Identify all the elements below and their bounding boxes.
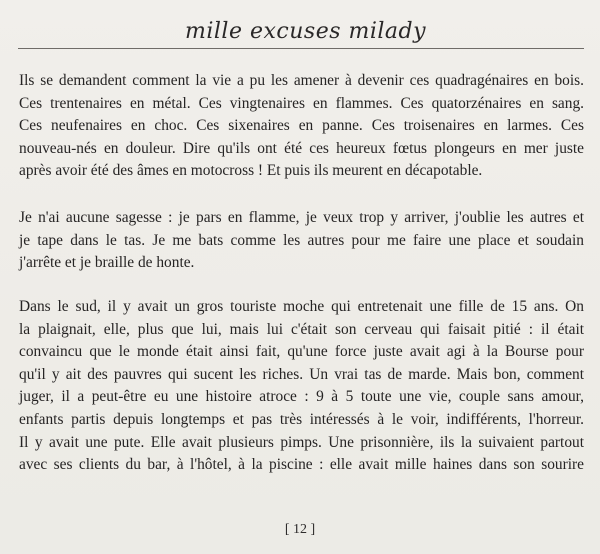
page-number: [ 12 ] xyxy=(284,522,316,537)
text-line: qu'il y ait des pauvres qui sucent les riches. Un vrai tas de marde. Mais bon, comment xyxy=(19,365,584,383)
header-rule xyxy=(18,48,584,49)
text-line: Il y avait une pute. Elle avait plusieurs pimps. Une prisonnière, ils la suivaient partout xyxy=(19,433,584,451)
text-line: la plaignait, elle, plus que lui, mais lui c'était son cerveau qui faisait pitié : il était xyxy=(19,320,584,338)
running-header-title: mille excuses milady xyxy=(185,19,427,44)
text-line: Je n'ai aucune sagesse : je pars en flamme, je veux trop y arriver, j'oublie les autres et xyxy=(19,209,584,226)
text-line: Dans le sud, il y avait un gros touriste moche qui entretenait une fille de 15 ans. On xyxy=(19,298,584,315)
text-line: Ils se demandent comment la vie a pu les amener à devenir ces quadragénaires en bois. xyxy=(19,72,584,89)
text-line: Ces neufenaires en choc. Ces sixenaires en panne. Ces troisenaires en larmes. Ces xyxy=(19,117,584,135)
text-line: nouveau-nés en douleur. Dire qu'ils ont été ces heureux fœtus plongeurs en mer juste xyxy=(19,139,584,157)
text-line: convaincu que le monde était ainsi fait, qu'une force juste avait agi à la Bourse pour xyxy=(19,343,584,361)
text-line: Ces trentenaires en métal. Ces vingtenaires en flammes. Ces quatorzénaires en sang. xyxy=(19,94,584,112)
paragraph-1 xyxy=(19,70,584,183)
text-line: j'arrête et je braille de honte. xyxy=(19,254,195,272)
paragraph-2 xyxy=(19,207,584,275)
text-line: je tape dans le tas. Je me bats comme les autres pour me faire une place et soudain xyxy=(19,231,584,249)
text-line: enfants partis depuis longtemps et pas très intéressés à le voir, indifférents, l'horreur. xyxy=(19,410,584,428)
paragraph-3 xyxy=(19,296,584,477)
text-line: après avoir été des âmes en motocross ! Et puis ils meurent en décapotable. xyxy=(19,162,483,180)
text-line: avec ses clients du bar, à l'hôtel, à la piscine : elle avait mille haines dans son sourire xyxy=(19,456,584,474)
text-line: juger, il a peut-être eu une histoire atroce : 9 à 5 toute une vie, couple sans amour, xyxy=(19,388,584,406)
